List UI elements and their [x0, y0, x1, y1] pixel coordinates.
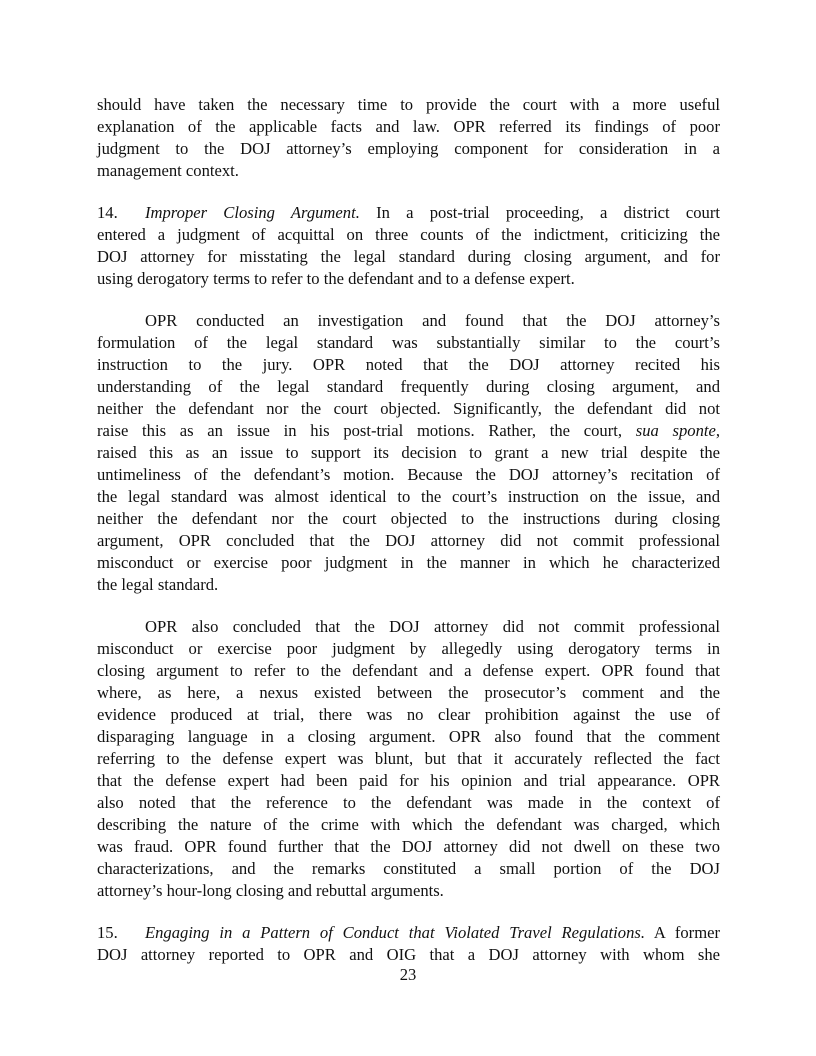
line-text: referring to the defense expert was blunt, but that it accurately reflected the fact: [97, 749, 720, 768]
text-line: [97, 814, 720, 836]
line-text: management context.: [97, 161, 239, 180]
line-text: In a post-trial proceeding, a district court: [376, 203, 720, 222]
line-text: instruction to the jury. OPR noted that the DOJ attorney recited his: [97, 355, 720, 374]
paragraph-p13-cont: [97, 94, 720, 182]
document-page: [97, 94, 720, 986]
line-text: entered a judgment of acquittal on three counts of the indictment, criticizing the: [97, 225, 720, 244]
line-text: the legal standard.: [97, 575, 219, 594]
text-line: [97, 726, 720, 748]
paragraph-number: 14.: [97, 203, 118, 222]
line-text: should have taken the necessary time to provide the court with a more useful: [97, 95, 720, 114]
paragraph-p14-c: [97, 616, 720, 902]
line-text: OPR conducted an investigation and found that the DOJ attorney’s: [145, 311, 720, 330]
line-text: ,: [715, 421, 720, 440]
line-text: formulation of the legal standard was substantially similar to the court’s: [97, 333, 720, 352]
text-line: [97, 420, 720, 442]
line-text: raised this as an issue to support its decision to grant a new trial despite the: [97, 443, 720, 462]
text-line: [97, 944, 720, 966]
line-text: misconduct or exercise poor judgment by allegedly using derogatory terms in: [97, 639, 720, 658]
text-line: [97, 94, 720, 116]
text-line: [97, 398, 720, 420]
line-text: also noted that the reference to the defendant was made in the context of: [97, 793, 720, 812]
line-text: where, as here, a nexus existed between the prosecutor’s comment and the: [97, 683, 720, 702]
paragraph-p14-b: [97, 310, 720, 596]
text-line: [97, 116, 720, 138]
line-text: explanation of the applicable facts and law. OPR referred its findings of poor: [97, 117, 720, 136]
text-line: [97, 880, 720, 902]
line-text: DOJ attorney reported to OPR and OIG that a DOJ attorney with whom she: [97, 945, 720, 964]
text-line: [97, 836, 720, 858]
text-line: [97, 704, 720, 726]
paragraph-heading: Improper Closing Argument.: [145, 203, 360, 222]
line-text: argument, OPR concluded that the DOJ attorney did not commit professional: [97, 531, 720, 550]
line-text: judgment to the DOJ attorney’s employing component for consideration in a: [97, 139, 720, 158]
text-line: [97, 616, 720, 638]
line-text: neither the defendant nor the court objected to the instructions during closing: [97, 509, 720, 528]
text-line: [97, 638, 720, 660]
paragraph-p14: [97, 202, 720, 290]
line-text: neither the defendant nor the court objected. Significantly, the defendant did not: [97, 399, 720, 418]
paragraph-heading: Engaging in a Pattern of Conduct that Violated Travel Regulations.: [145, 923, 645, 942]
text-line: [97, 268, 720, 290]
line-text: misconduct or exercise poor judgment in the manner in which he characterized: [97, 553, 720, 572]
text-line: [97, 442, 720, 464]
text-line: [97, 922, 720, 944]
line-text: A former: [653, 923, 720, 942]
line-text: closing argument to refer to the defendant and a defense expert. OPR found that: [97, 661, 720, 680]
italic-text: sua sponte: [635, 421, 716, 440]
text-line: [97, 552, 720, 574]
text-line: [97, 464, 720, 486]
text-line: [97, 246, 720, 268]
line-text: the legal standard was almost identical to the court’s instruction on the issue, and: [97, 487, 720, 506]
line-text: disparaging language in a closing argument. OPR also found that the comment: [97, 727, 720, 746]
line-text: DOJ attorney for misstating the legal standard during closing argument, and for: [97, 247, 720, 266]
text-line: [97, 770, 720, 792]
line-text: was fraud. OPR found further that the DOJ attorney did not dwell on these two: [97, 837, 720, 856]
line-text: describing the nature of the crime with which the defendant was charged, which: [97, 815, 720, 834]
text-line: [97, 508, 720, 530]
text-line: [97, 748, 720, 770]
text-line: [97, 224, 720, 246]
line-text: raise this as an issue in his post-trial motions. Rather, the court,: [97, 421, 636, 440]
line-text: evidence produced at trial, there was no clear prohibition against the use of: [97, 705, 720, 724]
text-line: [97, 530, 720, 552]
text-line: [97, 332, 720, 354]
text-line: [97, 202, 720, 224]
line-text: using derogatory terms to refer to the defendant and to a defense expert.: [97, 269, 575, 288]
paragraph-p15: [97, 922, 720, 966]
text-line: [97, 792, 720, 814]
line-text: understanding of the legal standard frequently during closing argument, and: [97, 377, 720, 396]
text-line: [97, 486, 720, 508]
text-line: [97, 376, 720, 398]
text-line: [97, 354, 720, 376]
text-line: [97, 660, 720, 682]
text-line: [97, 160, 720, 182]
line-text: attorney’s hour-long closing and rebuttal arguments.: [97, 881, 444, 900]
text-line: [97, 310, 720, 332]
page-number: 23: [399, 965, 417, 984]
line-text: characterizations, and the remarks constituted a small portion of the DOJ: [97, 859, 720, 878]
text-line: [97, 138, 720, 160]
line-text: untimeliness of the defendant’s motion. Because the DOJ attorney’s recitation of: [97, 465, 720, 484]
text-line: [97, 682, 720, 704]
text-line: [97, 858, 720, 880]
paragraph-number: 15.: [97, 923, 118, 942]
line-text: OPR also concluded that the DOJ attorney did not commit professional: [145, 617, 720, 636]
text-line: [97, 574, 720, 596]
line-text: that the defense expert had been paid for his opinion and trial appearance. OPR: [97, 771, 720, 790]
